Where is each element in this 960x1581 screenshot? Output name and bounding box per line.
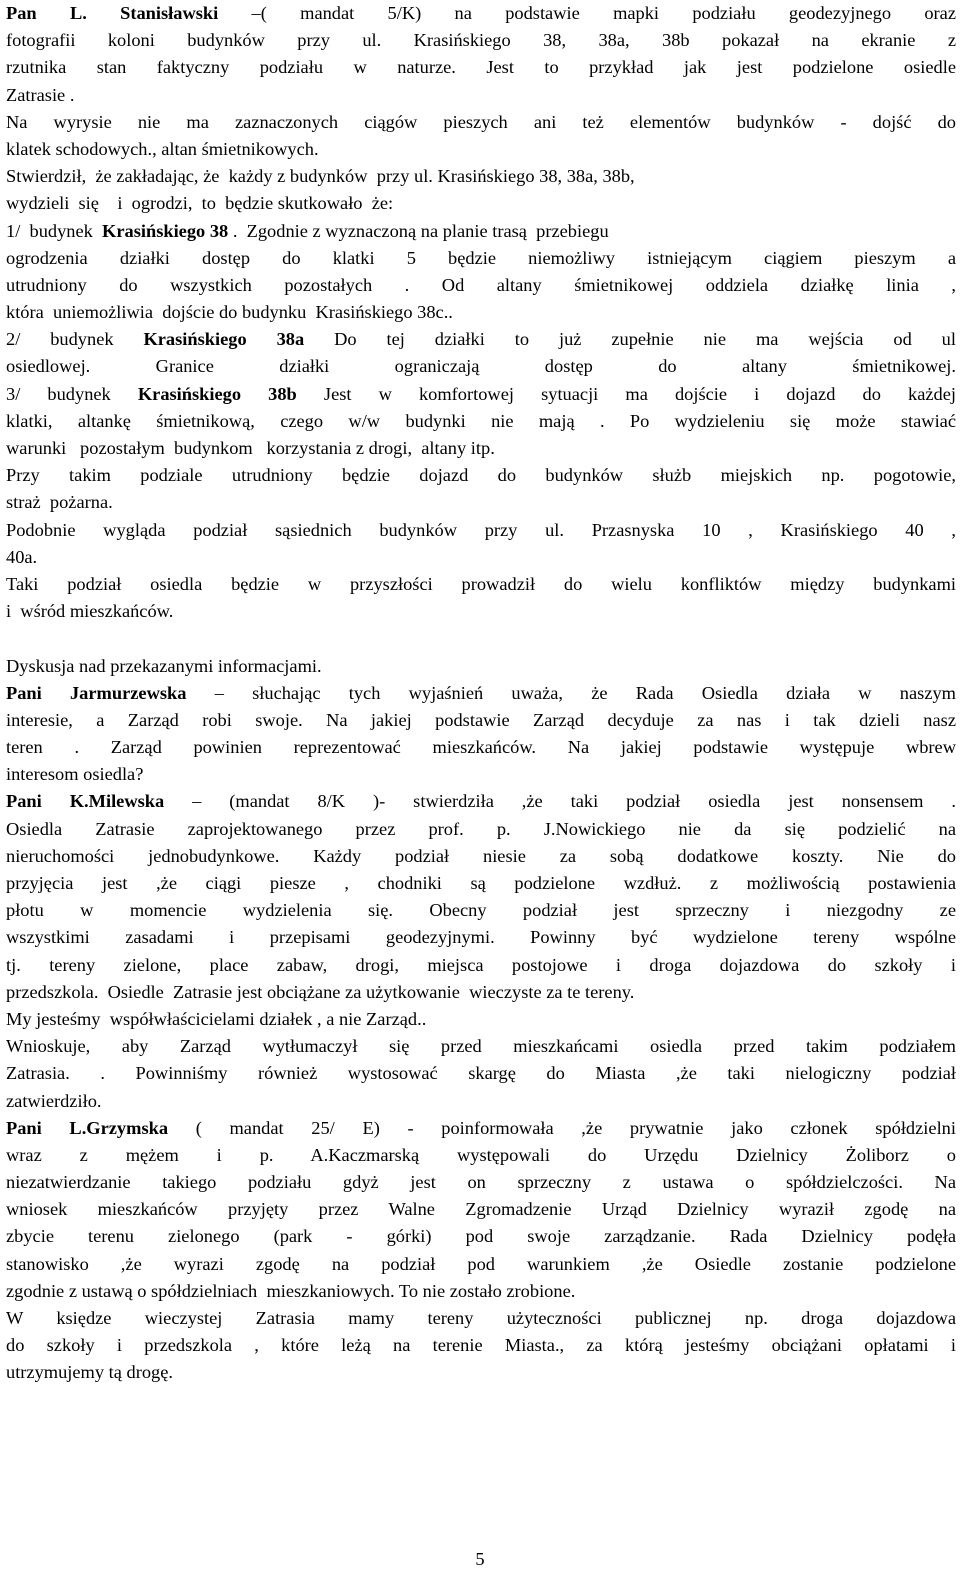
text-segment: wszystkimi zasadami i przepisami geodezyjnymi. Powinny być wydzielone tereny wspólne	[6, 927, 956, 948]
text-segment: interesie, a Zarząd robi swoje. Na jakiej podstawie Zarząd decyduje za nas i tak dzieli nasz	[6, 709, 956, 730]
text-line	[6, 1223, 956, 1250]
text-line	[6, 544, 956, 571]
text-segment: rzutnika stan faktyczny podziału w naturze. Jest to przykład jak jest podzielone osiedle	[6, 57, 956, 78]
text-segment: straż pożarna.	[6, 492, 113, 513]
bold-name: Krasińskiego 38a	[143, 329, 305, 350]
text-segment: ogrodzenia działki dostęp do klatki 5 będzie niemożliwy istniejącym ciągiem pieszym a	[6, 247, 956, 268]
text-line	[6, 1060, 956, 1087]
text-segment: klatek schodowych., altan śmietnikowych.	[6, 138, 319, 159]
text-line	[6, 326, 956, 353]
text-line	[6, 1332, 956, 1359]
text-line	[6, 272, 956, 299]
text-line	[6, 136, 956, 163]
text-segment: 3/ budynek	[6, 383, 138, 404]
text-line	[6, 870, 956, 897]
text-line	[6, 653, 956, 680]
text-line	[6, 761, 956, 788]
text-line	[6, 571, 956, 598]
text-line	[6, 924, 956, 951]
text-line	[6, 1115, 956, 1142]
text-segment: warunki pozostałym budynkom korzystania z drogi, altany itp.	[6, 438, 495, 458]
text-line	[6, 1169, 956, 1196]
text-segment: Zatrasia. . Powinniśmy również wystosować skargę do Miasta ,że taki nielogiczny podział	[6, 1063, 956, 1084]
text-segment: teren . Zarząd powinien reprezentować mieszkańców. Na jakiej podstawie występuje wbrew	[6, 737, 956, 758]
text-line	[6, 245, 956, 272]
text-line	[6, 27, 956, 54]
text-segment: niezatwierdzanie takiego podziału gdyż jest on sprzeczny z ustawa o spółdzielczości. Na	[6, 1172, 956, 1193]
text-line	[6, 952, 956, 979]
text-line	[6, 0, 956, 27]
text-segment: Podobnie wygląda podział sąsiednich budynków przy ul. Przasnyska 10 , Krasińskiego 40 ,	[6, 519, 956, 540]
text-segment: tj. tereny zielone, place zabaw, drogi, miejsca postojowe i droga dojazdowa do szkoły i	[6, 954, 956, 975]
text-segment: Wnioskuje, aby Zarząd wytłumaczył się przed mieszkańcami osiedla przed takim podziałem	[6, 1036, 956, 1057]
text-segment: My jesteśmy współwłaścicielami działek , a nie Zarząd..	[6, 1008, 427, 1029]
text-segment: Taki podział osiedla będzie w przyszłości prowadził do wielu konfliktów między budynkami	[6, 573, 956, 594]
text-segment: 40a.	[6, 546, 38, 567]
text-line	[6, 843, 956, 870]
bold-name: Pani L.Grzymska	[6, 1117, 169, 1138]
text-segment: przedszkola. Osiedle Zatrasie jest obciążane za użytkowanie wieczyste za te tereny.	[6, 981, 635, 1002]
text-segment: fotografii koloni budynków przy ul. Krasińskiego 38, 38a, 38b pokazał na ekranie z	[6, 30, 956, 51]
text-line	[6, 1142, 956, 1169]
text-line	[6, 788, 956, 815]
text-line	[6, 734, 956, 761]
text-segment: nieruchomości jednobudynkowe. Każdy podział niesie za sobą dodatkowe koszty. Nie do	[6, 845, 956, 866]
bold-name: Pani Jarmurzewska	[6, 682, 187, 703]
text-line	[6, 190, 956, 217]
text-segment: 2/ budynek	[6, 329, 144, 350]
document-page	[6, 0, 956, 1387]
text-segment: która uniemożliwia dojście do budynku Krasińskiego 38c..	[6, 302, 453, 323]
text-segment: płotu w momencie wydzielenia się. Obecny podział jest sprzeczny i niezgodny ze	[6, 900, 956, 921]
text-line	[6, 897, 956, 924]
text-segment: wniosek mieszkańców przyjęty przez Walne Zgromadzenie Urząd Dzielnicy wyraził zgodę na	[6, 1199, 956, 1220]
text-segment: przyjęcia jest ,że ciągi piesze , chodniki są podzielone wzdłuż. z możliwością postawienia	[6, 873, 956, 893]
text-line	[6, 218, 956, 245]
text-segment: – (mandat 8/K )- stwierdziła ,że taki podział osiedla jest nonsensem .	[192, 791, 956, 812]
page-number: 5	[475, 1549, 485, 1569]
text-line	[6, 680, 956, 707]
text-line	[6, 979, 956, 1006]
text-segment: Przy takim podziale utrudniony będzie dojazd do budynków służb miejskich np. pogotowie,	[6, 465, 956, 486]
text-segment: stanowisko ,że wyrazi zgodę na podział pod warunkiem ,że Osiedle zostanie podzielone	[6, 1253, 956, 1274]
text-line	[6, 109, 956, 136]
text-segment: utrudniony do wszystkich pozostałych . Od altany śmietnikowej oddziela działkę linia ,	[6, 274, 956, 295]
text-segment: do szkoły i przedszkola , które leżą na terenie Miasta., za którą jesteśmy obciążani opłatami i	[6, 1335, 956, 1356]
text-line	[6, 1305, 956, 1332]
bold-name: Krasińskiego 38b	[137, 383, 297, 404]
text-segment: 1/ budynek	[6, 220, 103, 241]
text-line	[6, 707, 956, 734]
text-segment: W księdze wieczystej Zatrasia mamy tereny użyteczności publicznej np. droga dojazdowa	[6, 1308, 956, 1328]
text-segment: Dyskusja nad przekazanymi informacjami.	[6, 655, 322, 676]
text-segment: . Zgodnie z wyznaczoną na planie trasą przebiegu	[228, 220, 609, 241]
text-line	[6, 163, 956, 190]
text-segment: Zatrasie .	[6, 84, 75, 105]
text-line	[6, 1088, 956, 1115]
text-segment: – słuchając tych wyjaśnień uważa, że Rada Osiedla działa w naszym	[214, 682, 956, 703]
text-segment: ( mandat 25/ E) - poinformowała ,że prywatnie jako członek spółdzielni	[195, 1117, 956, 1138]
text-segment: klatki, altankę śmietnikową, czego w/w budynki nie mają . Po wydzieleniu się może stawiać	[6, 410, 956, 431]
text-segment: zgodnie z ustawą o spółdzielniach mieszkaniowych. To nie zostało zrobione.	[6, 1280, 576, 1301]
text-segment: zatwierdziło.	[6, 1090, 102, 1111]
text-segment: Osiedla Zatrasie zaprojektowanego przez prof. p. J.Nowickiego nie da się podzielić na	[6, 818, 956, 839]
text-line	[6, 82, 956, 109]
text-segment: Do tej działki to już zupełnie nie ma wejścia od ul	[334, 329, 956, 350]
text-segment: utrzymujemy tą drogę.	[6, 1362, 173, 1383]
text-line	[6, 816, 956, 843]
text-line	[6, 489, 956, 516]
text-segment: osiedlowej. Granice działki ograniczają dostęp do altany śmietnikowej.	[6, 356, 956, 377]
text-segment: Jest w komfortowej sytuacji ma dojście i dojazd do każdej	[323, 383, 956, 404]
text-segment: Na wyrysie nie ma zaznaczonych ciągów pieszych ani też elementów budynków - dojść do	[6, 111, 956, 132]
text-line	[6, 1033, 956, 1060]
bold-name: Pan L. Stanisławski	[6, 3, 219, 23]
text-line	[6, 462, 956, 489]
text-line	[6, 435, 956, 462]
bold-name: Krasińskiego 38	[102, 220, 229, 241]
text-line	[6, 54, 956, 81]
text-line	[6, 1006, 956, 1033]
text-line	[6, 1196, 956, 1223]
text-line	[6, 1278, 956, 1305]
blank-line	[6, 625, 956, 652]
text-segment: Stwierdził, że zakładając, że każdy z budynków przy ul. Krasińskiego 38, 38a, 38b,	[6, 166, 635, 187]
text-line	[6, 408, 956, 435]
text-line	[6, 381, 956, 408]
text-line	[6, 299, 956, 326]
text-line	[6, 598, 956, 625]
text-segment: wydzieli się i ogrodzi, to będzie skutkowało że:	[6, 193, 394, 214]
text-line	[6, 517, 956, 544]
text-line	[6, 1251, 956, 1278]
bold-name: Pani K.Milewska	[6, 791, 165, 812]
text-segment: –( mandat 5/K) na podstawie mapki podziału geodezyjnego oraz	[251, 3, 956, 23]
text-segment: i wśród mieszkańców.	[6, 601, 174, 622]
text-line	[6, 1359, 956, 1386]
text-line	[6, 353, 956, 380]
text-segment: zbycie terenu zielonego (park - górki) pod swoje zarządzanie. Rada Dzielnicy podęła	[6, 1226, 956, 1247]
text-segment: wraz z mężem i p. A.Kaczmarską występowali do Urzędu Dzielnicy Żoliborz o	[6, 1144, 956, 1165]
text-segment: interesom osiedla?	[6, 764, 144, 785]
